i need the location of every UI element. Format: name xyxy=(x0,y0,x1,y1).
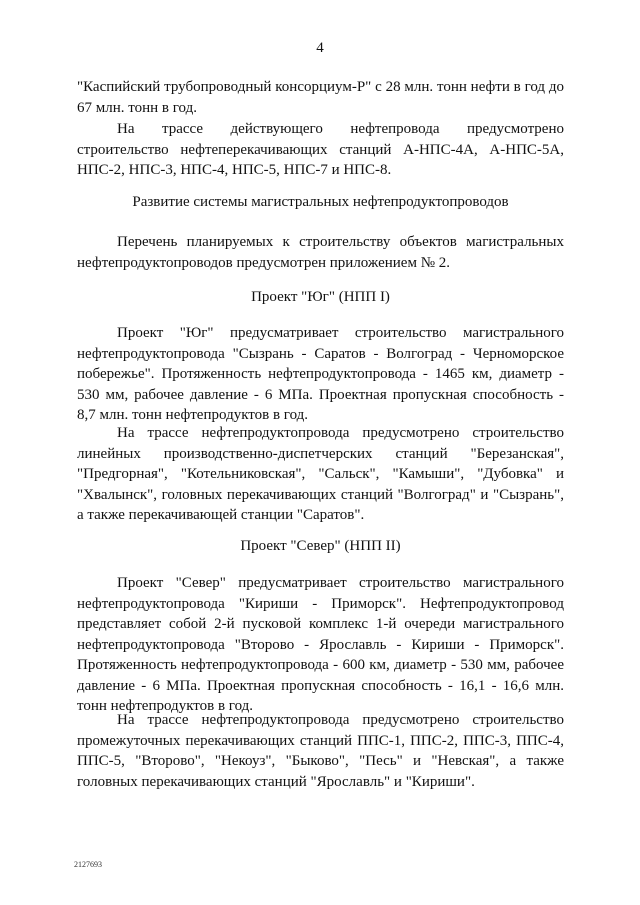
paragraph-stations-existing: На трассе действующего нефтепровода предусмотрено строительство нефтеперекачивающих станций А-НПС-4А, А-НПС-5А, НПС-2, НПС-3, НПС-4, НПС-5, НПС-7 и НПС-8. xyxy=(77,121,564,178)
subheading-project-north: Проект "Север" (НПП II) xyxy=(240,538,401,554)
subheading-project-south: Проект "Юг" (НПП I) xyxy=(251,289,390,305)
document-code: 2127693 xyxy=(74,860,102,869)
paragraph-planned-list: Перечень планируемых к строительству объектов магистральных нефтепродуктопроводов предусмотрен приложением № 2. xyxy=(77,234,564,271)
page-number: 4 xyxy=(316,40,324,56)
paragraph-south-stations: На трассе нефтепродуктопровода предусмотрено строительство линейных производственно-диспетчерских станций "Березанская", "Предгорная", "Котельниковская", "Сальск", "Камыши", "Дубовка" и "Хвалынск", головных перекачивающих станций "Волгоград" и "Сызрань", а также перекачивающей станции "Саратов". xyxy=(77,425,564,523)
paragraph-ktk-continuation: "Каспийский трубопроводный консорциум-Р" с 28 млн. тонн нефти в год до 67 млн. тонн в год. xyxy=(77,79,564,116)
paragraph-south-description: Проект "Юг" предусматривает строительство магистрального нефтепродуктопровода "Сызрань - Саратов - Волгоград - Черноморское побережье". Протяженность нефтепродуктопровода - 1465 км, диаметр - 530 мм, рабочее давление - 6 МПа. Проектная пропускная способность - 8,7 млн. тонн нефтепродуктов в год. xyxy=(77,325,564,423)
paragraph-north-description: Проект "Север" предусматривает строительство магистрального нефтепродуктопровода "Кириши - Приморск". Нефтепродуктопровод представляет собой 2-й пусковой комплекс 1-й очереди магистрального нефтепродуктопровода "Второво - Ярославль - Кириши - Приморск". Протяженность нефтепродуктопровода - 600 км, диаметр - 530 мм, рабочее давление - 6 МПа. Проектная пропускная способность - 16,1 - 16,6 млн. тонн нефтепродуктов в год. xyxy=(77,575,564,714)
paragraph-north-stations: На трассе нефтепродуктопровода предусмотрено строительство промежуточных перекачивающих станций ППС-1, ППС-2, ППС-3, ППС-4, ППС-5, "Второво", "Некоуз", "Быково", "Песь" и "Невская", а также головных перекачивающих станций "Ярославль" и "Кириши". xyxy=(77,712,564,790)
section-heading-development: Развитие системы магистральных нефтепродуктопроводов xyxy=(132,194,509,210)
